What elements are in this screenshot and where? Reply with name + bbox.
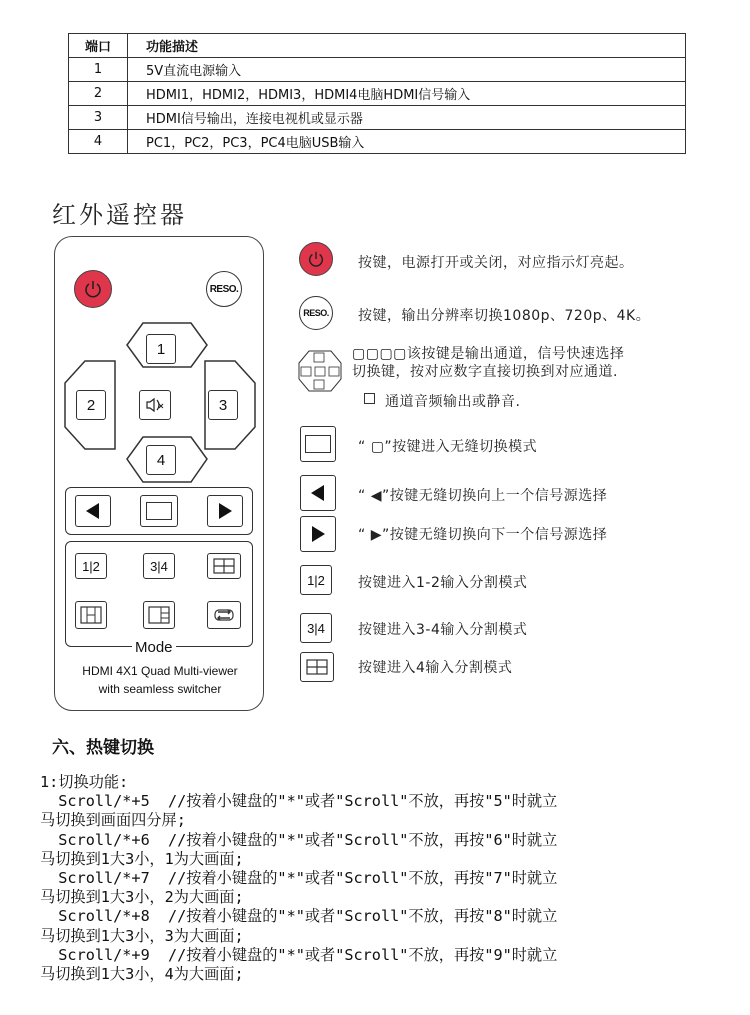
legend-split12-icon: 1|2 [300, 565, 332, 595]
reso-button[interactable]: RESO. [206, 271, 242, 307]
channel-2-button[interactable]: 2 [76, 390, 106, 420]
layout-right-button[interactable] [143, 601, 175, 629]
right-arrow-icon [215, 501, 235, 521]
legend-power-text: 按键，电源打开或关闭，对应指示灯亮起。 [358, 255, 634, 271]
quad-split-button[interactable] [207, 553, 241, 579]
port-number: 1 [69, 58, 128, 82]
hotkey-line: 马切换到1大3小，4为大画面; [40, 965, 244, 984]
port-description: PC1，PC2，PC3，PC4电脑USB输入 [128, 130, 686, 154]
channel-3-button[interactable]: 3 [208, 390, 238, 420]
channel-1-button[interactable]: 1 [146, 334, 176, 364]
hotkey-line: 马切换到1大3小，1为大画面; [40, 849, 244, 868]
table-row [69, 58, 686, 82]
legend-split34-icon: 3|4 [300, 613, 332, 643]
hotkey-instructions [40, 773, 557, 984]
right-arrow-icon [308, 524, 328, 544]
rectangle-icon [146, 502, 172, 520]
port-table [68, 33, 686, 154]
port-number: 2 [69, 82, 128, 106]
seamless-mode-button[interactable] [140, 495, 178, 527]
split-3-4-button[interactable]: 3|4 [143, 553, 175, 579]
quad-grid-icon [213, 558, 235, 574]
legend-split12-text: 按键进入1-2输入分割模式 [358, 575, 528, 591]
hotkey-line: Scroll/*+7 //按着小键盘的"*"或者"Scroll"不放，再按"7"时就立 [40, 869, 558, 888]
hotkey-line: Scroll/*+6 //按着小键盘的"*"或者"Scroll"不放，再按"6"时就立 [40, 830, 558, 849]
hotkey-line: Scroll/*+5 //按着小键盘的"*"或者"Scroll"不放，再按"5"时就立 [40, 792, 558, 811]
mini-dpad-icon [289, 343, 351, 399]
channel-4-button[interactable]: 4 [146, 445, 176, 475]
hotkey-line: 马切换到1大3小，2为大画面; [40, 888, 244, 907]
speaker-mute-icon [144, 396, 166, 414]
legend-seamless-text: “ ▢”按键进入无缝切换模式 [358, 439, 538, 455]
legend-next-text: “ ▶”按键无缝切换向下一个信号源选择 [358, 527, 608, 543]
power-button[interactable] [74, 270, 112, 308]
port-table-header [69, 34, 686, 58]
cycle-icon [213, 607, 235, 623]
left-arrow-icon [83, 501, 103, 521]
remote-caption-line1: HDMI 4X1 Quad Multi-viewer [82, 664, 238, 678]
port-number: 4 [69, 130, 128, 154]
legend-split34-text: 按键进入3-4输入分割模式 [358, 622, 528, 638]
left-arrow-icon [308, 483, 328, 503]
legend-quad-text: 按键进入4输入分割模式 [358, 660, 513, 676]
hotkey-line: 马切换到1大3小，3为大画面; [40, 926, 244, 945]
mode-label: Mode [132, 639, 176, 656]
legend-prev-text: “ ◀”按键无缝切换向上一个信号源选择 [358, 488, 608, 504]
hotkey-section-title: 六、热键切换 [52, 738, 154, 758]
hotkey-line: Scroll/*+8 //按着小键盘的"*"或者"Scroll"不放，再按"8"时就立 [40, 907, 558, 926]
remote-section-title: 红外遥控器 [52, 201, 187, 229]
port-description: 5V直流电源输入 [128, 58, 686, 82]
legend-mute-text: 通道音频输出或静音. [385, 394, 521, 410]
function-header: 功能描述 [128, 34, 686, 58]
table-row [69, 82, 686, 106]
port-description: HDMI信号输出，连接电视机或显示器 [128, 106, 686, 130]
remote-caption-line2: with seamless switcher [98, 682, 222, 696]
hotkey-line: 1:切换功能: [40, 773, 129, 791]
cycle-button[interactable] [207, 601, 241, 629]
legend-power-icon [299, 242, 333, 276]
legend-quad-icon [300, 652, 334, 682]
legend-next-icon [300, 516, 336, 552]
power-icon [83, 279, 103, 299]
legend-dpad-line2: 切换键，按对应数字直接切换到对应通道. [352, 364, 618, 380]
legend-reso-icon: RESO. [299, 296, 333, 330]
layout-left-button[interactable] [75, 601, 107, 629]
legend-prev-icon [300, 475, 336, 511]
legend-dpad-line1: ▢▢▢▢该按键是输出通道，信号快速选择 [352, 346, 625, 362]
table-row [69, 130, 686, 154]
port-header: 端口 [69, 34, 128, 58]
hotkey-line: Scroll/*+9 //按着小键盘的"*"或者"Scroll"不放，再按"9"时就立 [40, 945, 558, 964]
rectangle-icon [305, 435, 331, 453]
mute-button[interactable] [139, 390, 171, 420]
mute-square-icon [364, 393, 375, 404]
power-icon [307, 250, 325, 268]
hotkey-line: 马切换到画面四分屏; [40, 811, 186, 830]
port-description: HDMI1，HDMI2，HDMI3，HDMI4电脑HDMI信号输入 [128, 82, 686, 106]
port-number: 3 [69, 106, 128, 130]
split-1-2-button[interactable]: 1|2 [75, 553, 107, 579]
legend-seamless-icon [300, 426, 336, 462]
layout-side-icon [148, 606, 170, 624]
prev-source-button[interactable] [75, 495, 111, 527]
layout-grid-icon [80, 606, 102, 624]
quad-grid-icon [306, 659, 328, 675]
remote-control [54, 236, 264, 711]
table-row [69, 106, 686, 130]
next-source-button[interactable] [207, 495, 243, 527]
legend-reso-text: 按键，输出分辨率切换1080p、720p、4K。 [358, 308, 651, 324]
